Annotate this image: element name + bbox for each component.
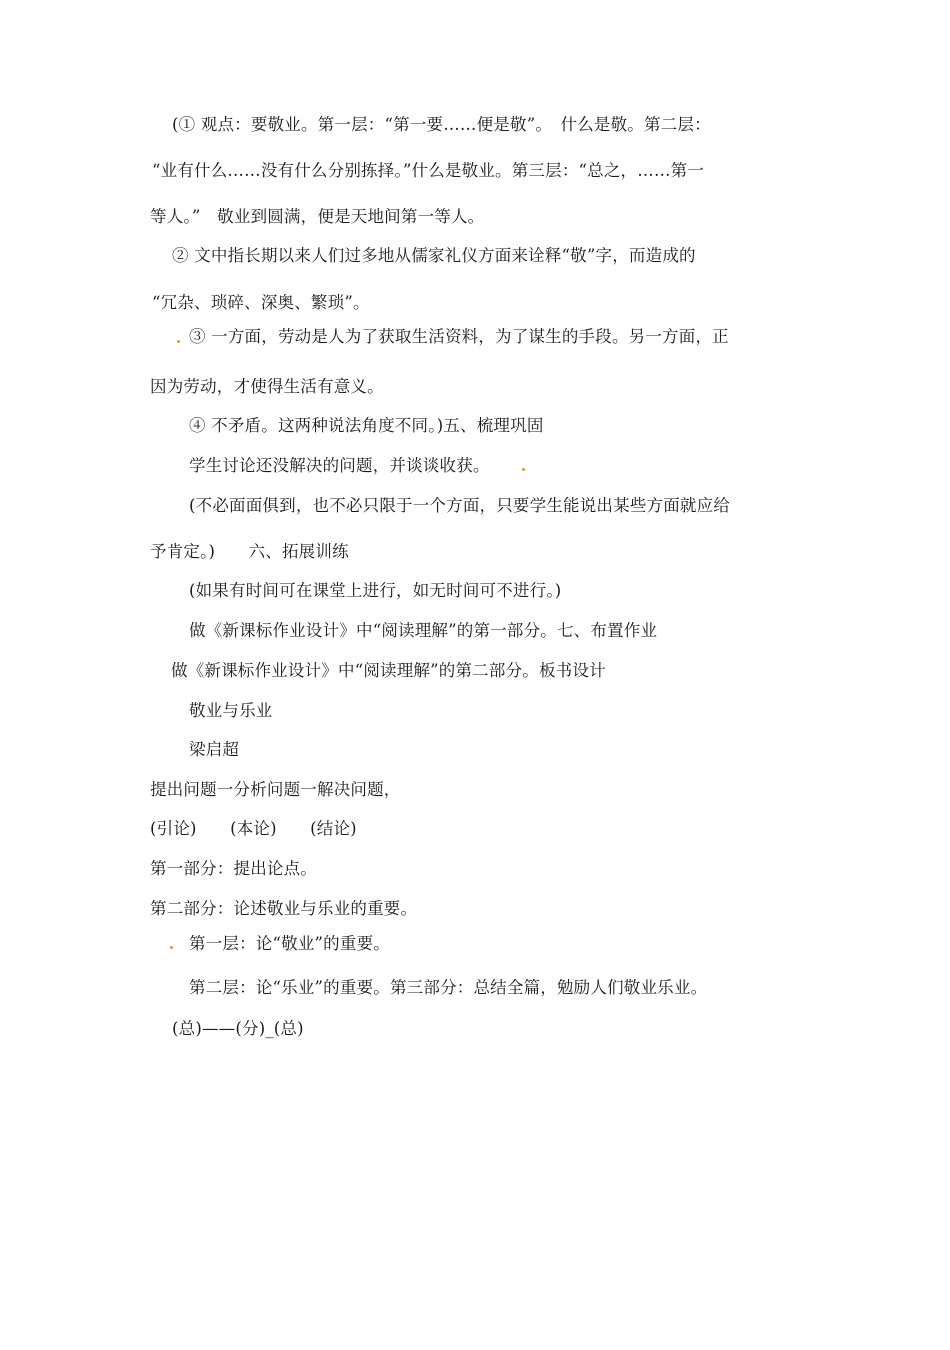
paragraph-line-10: (不必面面俱到，也不必只限于一个方面，只要学生能说出某些方面就应给	[189, 496, 731, 515]
paragraph-line-7: 因为劳动，才使得生活有意义。	[150, 377, 384, 396]
paragraph-line-12: (如果有时间可在课堂上进行，如无时间可不进行。)	[189, 581, 562, 600]
paragraph-line-22: 第二层：论“乐业”的重要。第三部分：总结全篇，勉励人们敬业乐业。	[189, 978, 708, 997]
paragraph-line-19: 第一部分：提出论点。	[150, 859, 317, 878]
paragraph-line-3: 等人。” 敬业到圆满，便是天地间第一等人。	[150, 207, 485, 226]
paragraph-line-11: 予肯定。) 六、拓展训练	[150, 542, 349, 561]
board-author: 梁启超	[189, 740, 240, 759]
paragraph-line-9: 学生讨论还没解决的问题，并谈谈收获。	[189, 456, 490, 475]
paragraph-line-1: (① 观点：要敬业。第一层：“第一要……便是敬”。 什么是敬。第二层：	[172, 115, 711, 134]
paragraph-line-21: 第一层：论“敬业”的重要。	[189, 934, 390, 953]
paragraph-line-6: ③ 一方面，劳动是人为了获取生活资料，为了谋生的手段。另一方面，正	[189, 327, 729, 346]
paragraph-line-13: 做《新课标作业设计》中“阅读理解”的第一部分。七、布置作业	[189, 621, 658, 640]
paragraph-line-2: “业有什么……没有什么分别拣择。”什么是敬业。第三层：“总之，……第一	[152, 161, 705, 180]
paragraph-line-5: “冗杂、琐碎、深奥、繁琐”。	[152, 293, 370, 312]
paragraph-line-23: (总)——(分)_(总)	[172, 1019, 304, 1038]
paragraph-line-17: 提出问题一分析问题一解决问题，	[150, 780, 401, 799]
board-title: 敬业与乐业	[189, 701, 273, 720]
dot-mark	[177, 340, 180, 343]
paragraph-line-4: ② 文中指长期以来人们过多地从儒家礼仪方面来诠释“敬”字，而造成的	[172, 246, 696, 265]
paragraph-line-8: ④ 不矛盾。这两种说法角度不同。)五、梳理巩固	[189, 416, 544, 435]
dot-mark	[522, 468, 525, 471]
dot-mark	[170, 946, 173, 949]
paragraph-line-20: 第二部分：论述敬业与乐业的重要。	[150, 899, 418, 918]
paragraph-line-14: 做《新课标作业设计》中“阅读理解”的第二部分。板书设计	[171, 661, 606, 680]
paragraph-line-18: (引论) (本论) (结论)	[150, 819, 357, 838]
